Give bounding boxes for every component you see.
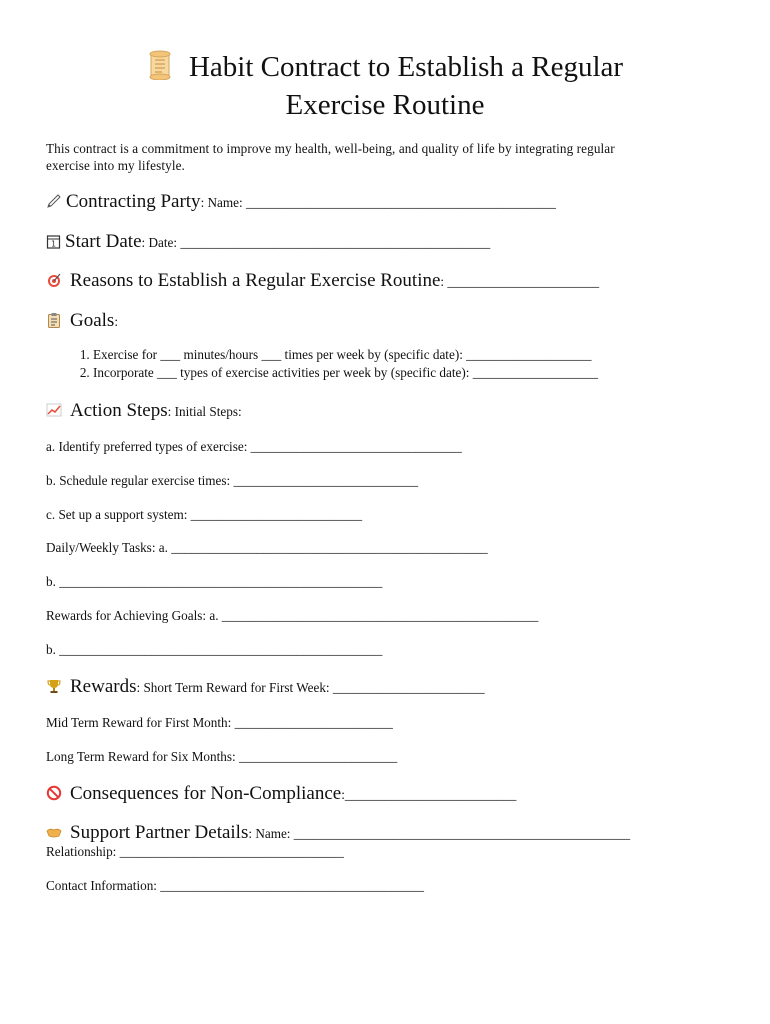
support-partner-heading: Support Partner Details [70, 822, 249, 843]
title-line-1 [40, 48, 730, 86]
prohibited-icon [46, 785, 62, 801]
consequences-heading: Consequences for Non-Compliance [70, 783, 342, 804]
chart-icon [46, 402, 62, 418]
trophy-icon [46, 678, 62, 694]
intro-line-1: This contract is a commitment to improve my health, well-being, and quality of life by integrating regular [46, 141, 615, 156]
contracting-party-label: : Name: [200, 195, 246, 210]
long-term-reward-field[interactable]: Long Term Reward for Six Months: ________________________ [46, 749, 398, 764]
goals-list [46, 346, 598, 382]
action-steps-heading: Action Steps [70, 400, 168, 421]
action-steps-label: : Initial Steps: [167, 404, 242, 419]
contracting-party-row [46, 191, 556, 213]
support-partner-name-field[interactable]: : Name: ___________________________________________________ [248, 826, 631, 841]
action-step-line[interactable]: b. Schedule regular exercise times: ____________________________ [46, 473, 419, 488]
relationship-field[interactable]: Relationship: __________________________________ [46, 844, 344, 859]
rewards-row [46, 676, 485, 698]
support-partner-row [46, 822, 630, 844]
start-date-field[interactable]: _______________________________________________ [180, 235, 491, 250]
goal-rewards-line[interactable]: Rewards for Achieving Goals: a. ________________________________________________ [46, 608, 539, 623]
clipboard-icon [46, 312, 62, 328]
consequences-row [46, 783, 516, 805]
daily-tasks-line[interactable]: Daily/Weekly Tasks: a. ________________________________________________ [46, 540, 488, 555]
intro-paragraph [46, 140, 726, 174]
rewards-heading: Rewards [70, 676, 137, 697]
goal-item[interactable]: 2. Incorporate ___ types of exercise activities per week by (specific date): ___________________ [93, 364, 598, 382]
reasons-row [46, 270, 599, 292]
action-step-line[interactable]: c. Set up a support system: __________________________ [46, 507, 363, 522]
svg-text:1: 1 [50, 239, 57, 249]
scroll-icon [147, 50, 173, 80]
consequences-field[interactable]: :__________________________ [341, 787, 517, 802]
action-step-line[interactable]: a. Identify preferred types of exercise: ________________________________ [46, 439, 462, 454]
start-date-row [46, 231, 490, 253]
reasons-label: : [440, 274, 448, 289]
action-steps-row [46, 400, 242, 422]
goals-row [46, 310, 118, 332]
contracting-party-heading: Contracting Party [66, 191, 201, 212]
goals-heading: Goals [70, 310, 115, 331]
goal-rewards-line[interactable]: b. _________________________________________________ [46, 642, 383, 657]
reasons-heading: Reasons to Establish a Regular Exercise Routine [70, 270, 441, 291]
start-date-heading: Start Date [65, 231, 142, 252]
pencil-icon [46, 193, 62, 209]
goal-item[interactable]: 1. Exercise for ___ minutes/hours ___ times per week by (specific date): ___________________ [93, 346, 598, 364]
short-term-reward-field[interactable]: : Short Term Reward for First Week: _______________________ [136, 680, 485, 695]
goals-label: : [114, 314, 118, 329]
title-text-1: Habit Contract to Establish a Regular [188, 51, 624, 83]
page-title [40, 48, 730, 124]
intro-line-2: exercise into my lifestyle. [46, 158, 185, 173]
contracting-party-name-field[interactable]: _______________________________________________ [245, 195, 556, 210]
contact-information-field[interactable]: Contact Information: ________________________________________ [46, 878, 425, 893]
handshake-icon [46, 824, 62, 840]
title-text-2: Exercise Routine [285, 89, 485, 121]
target-icon [46, 272, 62, 288]
daily-tasks-line[interactable]: b. _________________________________________________ [46, 574, 383, 589]
calendar-icon [46, 233, 59, 249]
reasons-field[interactable]: _______________________ [447, 274, 600, 289]
mid-term-reward-field[interactable]: Mid Term Reward for First Month: ________________________ [46, 715, 393, 730]
start-date-label: : Date: [141, 235, 181, 250]
